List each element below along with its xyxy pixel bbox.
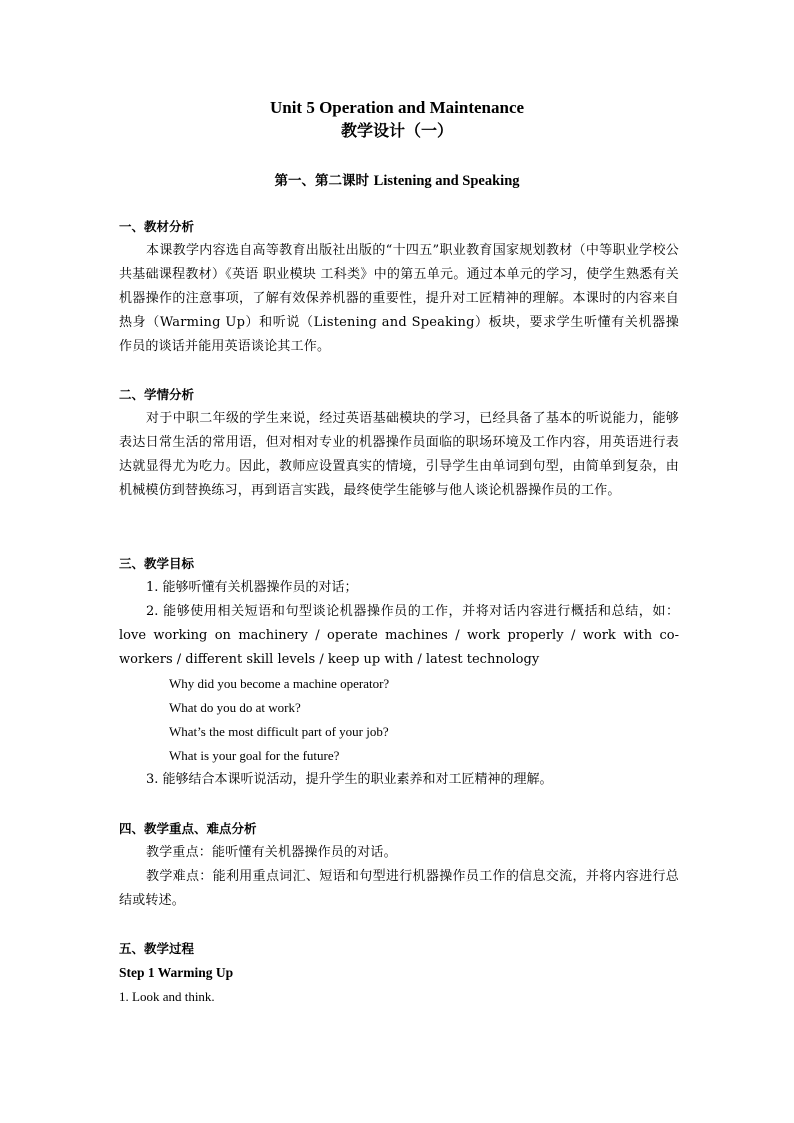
example-question-4: What is your goal for the future? — [169, 748, 340, 763]
section-teaching-process — [119, 937, 679, 1009]
key-point: 教学重点：能听懂有关机器操作员的对话。 — [146, 845, 397, 860]
difficult-point: 教学难点：能利用重点词汇、短语和句型进行机器操作员工作的信息交流，并将内容进行总结或转述。 — [119, 869, 679, 908]
section-heading: 五、教学过程 — [119, 941, 195, 956]
example-question-3: What’s the most difficult part of your job? — [169, 724, 389, 739]
objective-item-1: 1. 能够听懂有关机器操作员的对话； — [146, 580, 358, 595]
document-title-en: Unit 5 Operation and Maintenance — [269, 98, 525, 117]
section-textbook-analysis — [119, 215, 679, 359]
section-key-difficult-points — [119, 817, 679, 913]
section-paragraph: 对于中职二年级的学生来说，经过英语基础模块的学习，已经具备了基本的听说能力，能够表达日常生活的常用语，但对相对专业的机器操作员面临的职场环境及工作内容，用英语进行表达就显得尤为吃力。因此，教师应设置真实的情境，引导学生由单词到句型，由简单到复杂，由机械模仿到替换练习，再到语言实践，最终使学生能够与他人谈论机器操作员的工作。 — [119, 411, 679, 498]
section-heading: 三、教学目标 — [119, 556, 195, 571]
lesson-topic: Listening and Speaking — [373, 173, 520, 189]
section-student-analysis — [119, 383, 679, 503]
task-item: 1. Look and think. — [119, 989, 215, 1004]
step-heading: Step 1 Warming Up — [119, 965, 234, 980]
section-paragraph: 本课教学内容选自高等教育出版社出版的“十四五”职业教育国家规划教材（中等职业学校公共基础课程教材）《英语 职业模块 工科类》中的第五单元。通过本单元的学习，使学生熟悉有关机器操作的注意事项，了解有效保养机器的重要性，提升对工匠精神的理解。本课时的内容来自热身（Warming Up）和听说（Listening and Speaking）板块，要求学生听懂有关机器操作员的谈话并能用英语谈论其工作。 — [119, 243, 679, 354]
lesson-subtitle — [0, 172, 794, 190]
document-title-cn: 教学设计（一） — [340, 121, 453, 140]
section-teaching-objectives — [119, 552, 679, 792]
section-heading: 四、教学重点、难点分析 — [119, 821, 257, 836]
section-heading: 一、教材分析 — [119, 219, 195, 234]
lesson-period: 第一、第二课时 — [274, 173, 369, 189]
objective-item-3: 3. 能够结合本课听说活动，提升学生的职业素养和对工匠精神的理解。 — [146, 772, 553, 787]
objective-item-2: 2. 能够使用相关短语和句型谈论机器操作员的工作，并将对话内容进行概括和总结，如：love working on machinery / operate machines / work properly / work with co-workers / different skill levels / keep up with / latest technology — [119, 604, 679, 667]
example-question-2: What do you do at work? — [169, 700, 301, 715]
section-heading: 二、学情分析 — [119, 387, 195, 402]
example-question-1: Why did you become a machine operator? — [169, 676, 390, 691]
